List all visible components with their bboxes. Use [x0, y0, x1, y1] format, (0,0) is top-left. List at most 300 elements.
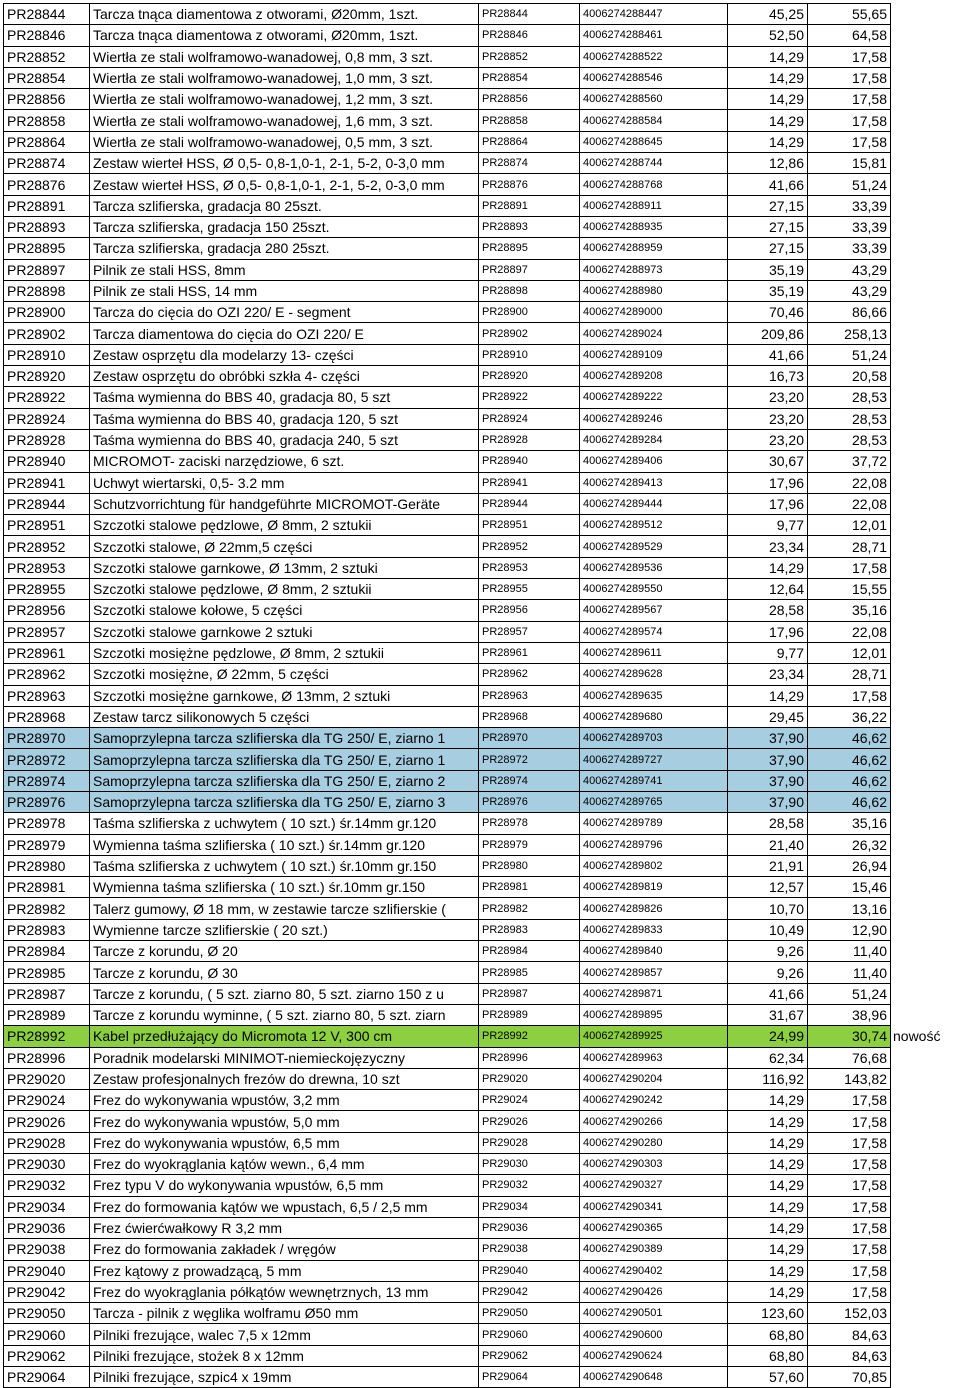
- net-price-cell: 14,29: [728, 1175, 808, 1196]
- product-code-cell: PR28979: [4, 834, 90, 855]
- ean-cell: 4006274289024: [580, 323, 728, 344]
- ean-cell: 4006274289550: [580, 579, 728, 600]
- product-code-cell: PR28864: [4, 131, 90, 152]
- product-code-cell: PR29060: [4, 1324, 90, 1345]
- product-code-ref-cell: PR28922: [479, 387, 580, 408]
- ean-cell: 4006274289000: [580, 302, 728, 323]
- product-code-ref-cell: PR29062: [479, 1345, 580, 1366]
- ean-cell: 4006274290426: [580, 1281, 728, 1302]
- ean-cell: 4006274290280: [580, 1132, 728, 1153]
- net-price-cell: 68,80: [728, 1345, 808, 1366]
- table-row: [4, 1345, 957, 1366]
- product-code-cell: PR28897: [4, 259, 90, 280]
- ean-cell: 4006274290327: [580, 1175, 728, 1196]
- description-cell: Talerz gumowy, Ø 18 mm, w zestawie tarcze szlifierskie (: [90, 898, 479, 919]
- net-price-cell: 14,29: [728, 1154, 808, 1175]
- description-cell: Zestaw wierteł HSS, Ø 0,5- 0,8-1,0-1, 2-1, 5-2, 0-3,0 mm: [90, 174, 479, 195]
- gross-price-cell: 22,08: [808, 493, 891, 514]
- net-price-cell: 23,34: [728, 536, 808, 557]
- net-price-cell: 21,91: [728, 855, 808, 876]
- product-code-cell: PR28944: [4, 493, 90, 514]
- product-code-cell: PR28985: [4, 962, 90, 983]
- description-cell: Frez do wykonywania wpustów, 3,2 mm: [90, 1090, 479, 1111]
- product-code-ref-cell: PR28957: [479, 621, 580, 642]
- gross-price-cell: 17,58: [808, 685, 891, 706]
- gross-price-cell: 30,74: [808, 1026, 891, 1047]
- net-price-cell: 24,99: [728, 1026, 808, 1047]
- product-code-cell: PR28976: [4, 791, 90, 812]
- gross-price-cell: 17,58: [808, 1217, 891, 1238]
- product-code-ref-cell: PR28900: [479, 302, 580, 323]
- product-code-cell: PR28972: [4, 749, 90, 770]
- table-row: [4, 408, 957, 429]
- table-row: [4, 1047, 957, 1068]
- product-code-cell: PR28895: [4, 238, 90, 259]
- net-price-cell: 9,77: [728, 515, 808, 536]
- product-code-ref-cell: PR28972: [479, 749, 580, 770]
- net-price-cell: 116,92: [728, 1068, 808, 1089]
- table-row: [4, 366, 957, 387]
- ean-cell: 4006274288461: [580, 25, 728, 46]
- product-code-ref-cell: PR28898: [479, 280, 580, 301]
- gross-price-cell: 28,53: [808, 387, 891, 408]
- product-code-cell: PR28961: [4, 642, 90, 663]
- table-row: [4, 770, 957, 791]
- description-cell: Tarcza diamentowa do cięcia do OZI 220/ E: [90, 323, 479, 344]
- description-cell: Szczotki mosiężne pędzlowe, Ø 8mm, 2 sztukii: [90, 642, 479, 663]
- gross-price-cell: 55,65: [808, 4, 891, 25]
- table-row: [4, 46, 957, 67]
- gross-price-cell: 17,58: [808, 1132, 891, 1153]
- table-row: [4, 280, 957, 301]
- description-cell: Zestaw tarcz silikonowych 5 części: [90, 706, 479, 727]
- product-code-ref-cell: PR29028: [479, 1132, 580, 1153]
- product-code-ref-cell: PR28953: [479, 557, 580, 578]
- table-row: [4, 941, 957, 962]
- table-row: [4, 579, 957, 600]
- net-price-cell: 28,58: [728, 813, 808, 834]
- net-price-cell: 52,50: [728, 25, 808, 46]
- gross-price-cell: 51,24: [808, 174, 891, 195]
- product-code-ref-cell: PR28874: [479, 153, 580, 174]
- product-code-ref-cell: PR28876: [479, 174, 580, 195]
- gross-price-cell: 12,90: [808, 919, 891, 940]
- product-code-cell: PR29030: [4, 1154, 90, 1175]
- product-code-ref-cell: PR29034: [479, 1196, 580, 1217]
- product-code-cell: PR28876: [4, 174, 90, 195]
- description-cell: Wiertła ze stali wolframowo-wanadowej, 1,6 mm, 3 szt.: [90, 110, 479, 131]
- product-code-ref-cell: PR28996: [479, 1047, 580, 1068]
- ean-cell: 4006274289246: [580, 408, 728, 429]
- ean-cell: 4006274290266: [580, 1111, 728, 1132]
- table-row: [4, 1026, 957, 1047]
- description-cell: Zestaw osprzętu dla modelarzy 13- części: [90, 344, 479, 365]
- description-cell: Taśma wymienna do BBS 40, gradacja 80, 5 szt: [90, 387, 479, 408]
- net-price-cell: 23,20: [728, 429, 808, 450]
- product-code-cell: PR28963: [4, 685, 90, 706]
- product-code-cell: PR29040: [4, 1260, 90, 1281]
- table-row: [4, 25, 957, 46]
- product-code-ref-cell: PR28963: [479, 685, 580, 706]
- description-cell: Schutzvorrichtung für handgeführte MICROMOT-Geräte: [90, 493, 479, 514]
- description-cell: Taśma wymienna do BBS 40, gradacja 120, 5 szt: [90, 408, 479, 429]
- ean-cell: 4006274289574: [580, 621, 728, 642]
- ean-cell: 4006274290402: [580, 1260, 728, 1281]
- product-code-cell: PR28893: [4, 216, 90, 237]
- table-row: [4, 536, 957, 557]
- net-price-cell: 35,19: [728, 259, 808, 280]
- ean-cell: 4006274288546: [580, 67, 728, 88]
- ean-cell: 4006274289529: [580, 536, 728, 557]
- description-cell: Wymienna taśma szlifierska ( 10 szt.) śr.14mm gr.120: [90, 834, 479, 855]
- new-product-note: nowość: [893, 1028, 941, 1045]
- description-cell: Tarcze z korundu wyminne, ( 5 szt. ziarno 80, 5 szt. ziarn: [90, 1004, 479, 1025]
- description-cell: Frez kątowy z prowadzącą, 5 mm: [90, 1260, 479, 1281]
- gross-price-cell: 51,24: [808, 983, 891, 1004]
- net-price-cell: 17,96: [728, 621, 808, 642]
- table-row: [4, 131, 957, 152]
- net-price-cell: 62,34: [728, 1047, 808, 1068]
- table-row: [4, 1004, 957, 1025]
- gross-price-cell: 20,58: [808, 366, 891, 387]
- ean-cell: 4006274289802: [580, 855, 728, 876]
- product-code-cell: PR28955: [4, 579, 90, 600]
- product-code-cell: PR28982: [4, 898, 90, 919]
- ean-cell: 4006274289680: [580, 706, 728, 727]
- product-code-cell: PR29062: [4, 1345, 90, 1366]
- gross-price-cell: 17,58: [808, 1090, 891, 1111]
- net-price-cell: 35,19: [728, 280, 808, 301]
- product-code-cell: PR29038: [4, 1239, 90, 1260]
- ean-cell: 4006274289857: [580, 962, 728, 983]
- description-cell: Wiertła ze stali wolframowo-wanadowej, 0,8 mm, 3 szt.: [90, 46, 479, 67]
- ean-cell: 4006274290501: [580, 1303, 728, 1324]
- table-row: [4, 1239, 957, 1260]
- ean-cell: 4006274290242: [580, 1090, 728, 1111]
- description-cell: Frez do wykonywania wpustów, 6,5 mm: [90, 1132, 479, 1153]
- ean-cell: 4006274289796: [580, 834, 728, 855]
- ean-cell: 4006274289512: [580, 515, 728, 536]
- net-price-cell: 68,80: [728, 1324, 808, 1345]
- product-code-ref-cell: PR28846: [479, 25, 580, 46]
- product-code-cell: PR28980: [4, 855, 90, 876]
- description-cell: Tarcza tnąca diamentowa z otworami, Ø20mm, 1szt.: [90, 4, 479, 25]
- ean-cell: 4006274289819: [580, 877, 728, 898]
- net-price-cell: 27,15: [728, 216, 808, 237]
- product-code-cell: PR29028: [4, 1132, 90, 1153]
- ean-cell: 4006274289208: [580, 366, 728, 387]
- gross-price-cell: 17,58: [808, 1154, 891, 1175]
- product-code-ref-cell: PR29026: [479, 1111, 580, 1132]
- description-cell: Szczotki stalowe, Ø 22mm,5 części: [90, 536, 479, 557]
- product-code-ref-cell: PR28910: [479, 344, 580, 365]
- price-table-body: [4, 4, 957, 1388]
- ean-cell: 4006274289222: [580, 387, 728, 408]
- table-row: [4, 451, 957, 472]
- product-code-cell: PR28910: [4, 344, 90, 365]
- gross-price-cell: 33,39: [808, 195, 891, 216]
- gross-price-cell: 17,58: [808, 1196, 891, 1217]
- net-price-cell: 23,34: [728, 664, 808, 685]
- product-code-cell: PR28920: [4, 366, 90, 387]
- net-price-cell: 31,67: [728, 1004, 808, 1025]
- product-code-cell: PR29020: [4, 1068, 90, 1089]
- product-code-cell: PR28983: [4, 919, 90, 940]
- product-code-ref-cell: PR28983: [479, 919, 580, 940]
- product-code-cell: PR28941: [4, 472, 90, 493]
- product-code-ref-cell: PR28961: [479, 642, 580, 663]
- ean-cell: 4006274288911: [580, 195, 728, 216]
- table-row: [4, 557, 957, 578]
- net-price-cell: 14,29: [728, 1260, 808, 1281]
- gross-price-cell: 70,85: [808, 1367, 891, 1388]
- product-code-ref-cell: PR28902: [479, 323, 580, 344]
- product-code-cell: PR29026: [4, 1111, 90, 1132]
- table-row: [4, 472, 957, 493]
- net-price-cell: 9,26: [728, 962, 808, 983]
- ean-cell: 4006274289833: [580, 919, 728, 940]
- product-code-cell: PR28854: [4, 67, 90, 88]
- net-price-cell: 41,66: [728, 174, 808, 195]
- net-price-cell: 37,90: [728, 770, 808, 791]
- table-row: [4, 706, 957, 727]
- ean-cell: 4006274288768: [580, 174, 728, 195]
- product-code-ref-cell: PR28984: [479, 941, 580, 962]
- gross-price-cell: 26,94: [808, 855, 891, 876]
- description-cell: Samoprzylepna tarcza szlifierska dla TG 250/ E, ziarno 1: [90, 749, 479, 770]
- ean-cell: 4006274290303: [580, 1154, 728, 1175]
- table-row: [4, 983, 957, 1004]
- net-price-cell: 14,29: [728, 557, 808, 578]
- product-code-cell: PR28968: [4, 706, 90, 727]
- table-row: [4, 259, 957, 280]
- table-row: [4, 387, 957, 408]
- table-row: [4, 728, 957, 749]
- gross-price-cell: 17,58: [808, 46, 891, 67]
- gross-price-cell: 51,24: [808, 344, 891, 365]
- product-code-ref-cell: PR28920: [479, 366, 580, 387]
- table-row: [4, 153, 957, 174]
- product-code-cell: PR28940: [4, 451, 90, 472]
- product-code-ref-cell: PR28864: [479, 131, 580, 152]
- ean-cell: 4006274290365: [580, 1217, 728, 1238]
- description-cell: Tarcza tnąca diamentowa z otworami, Ø20mm, 1szt.: [90, 25, 479, 46]
- table-row: [4, 493, 957, 514]
- gross-price-cell: 15,81: [808, 153, 891, 174]
- gross-price-cell: 33,39: [808, 238, 891, 259]
- table-row: [4, 110, 957, 131]
- gross-price-cell: 258,13: [808, 323, 891, 344]
- net-price-cell: 23,20: [728, 387, 808, 408]
- ean-cell: 4006274288447: [580, 4, 728, 25]
- gross-price-cell: 36,22: [808, 706, 891, 727]
- table-row: [4, 216, 957, 237]
- net-price-cell: 209,86: [728, 323, 808, 344]
- product-code-cell: PR28970: [4, 728, 90, 749]
- net-price-cell: 28,58: [728, 600, 808, 621]
- ean-cell: 4006274289635: [580, 685, 728, 706]
- product-code-cell: PR28852: [4, 46, 90, 67]
- product-code-cell: PR28856: [4, 89, 90, 110]
- table-row: [4, 600, 957, 621]
- product-code-cell: PR28957: [4, 621, 90, 642]
- product-code-ref-cell: PR28897: [479, 259, 580, 280]
- gross-price-cell: 143,82: [808, 1068, 891, 1089]
- ean-cell: 4006274289628: [580, 664, 728, 685]
- table-row: [4, 642, 957, 663]
- table-row: [4, 195, 957, 216]
- table-row: [4, 791, 957, 812]
- net-price-cell: 14,29: [728, 1281, 808, 1302]
- gross-price-cell: 15,46: [808, 877, 891, 898]
- ean-cell: 4006274289444: [580, 493, 728, 514]
- product-code-cell: PR29042: [4, 1281, 90, 1302]
- description-cell: Wiertła ze stali wolframowo-wanadowej, 0,5 mm, 3 szt.: [90, 131, 479, 152]
- product-code-ref-cell: PR29064: [479, 1367, 580, 1388]
- table-row: [4, 1196, 957, 1217]
- ean-cell: 4006274289727: [580, 749, 728, 770]
- ean-cell: 4006274289567: [580, 600, 728, 621]
- table-row: [4, 962, 957, 983]
- description-cell: Poradnik modelarski MINIMOT-niemieckojęzyczny: [90, 1047, 479, 1068]
- product-code-ref-cell: PR28928: [479, 429, 580, 450]
- ean-cell: 4006274288584: [580, 110, 728, 131]
- gross-price-cell: 17,58: [808, 1281, 891, 1302]
- product-code-ref-cell: PR28980: [479, 855, 580, 876]
- net-price-cell: 14,29: [728, 1239, 808, 1260]
- product-code-ref-cell: PR29050: [479, 1303, 580, 1324]
- table-row: [4, 685, 957, 706]
- ean-cell: 4006274289741: [580, 770, 728, 791]
- product-code-ref-cell: PR28974: [479, 770, 580, 791]
- net-price-cell: 16,73: [728, 366, 808, 387]
- product-code-ref-cell: PR28891: [479, 195, 580, 216]
- description-cell: Wiertła ze stali wolframowo-wanadowej, 1,0 mm, 3 szt.: [90, 67, 479, 88]
- table-row: [4, 919, 957, 940]
- ean-cell: 4006274288980: [580, 280, 728, 301]
- product-code-ref-cell: PR28981: [479, 877, 580, 898]
- ean-cell: 4006274290600: [580, 1324, 728, 1345]
- product-code-cell: PR28874: [4, 153, 90, 174]
- net-price-cell: 21,40: [728, 834, 808, 855]
- description-cell: Samoprzylepna tarcza szlifierska dla TG 250/ E, ziarno 3: [90, 791, 479, 812]
- description-cell: Kabel przedłużający do Micromota 12 V, 300 cm: [90, 1026, 479, 1047]
- product-code-cell: PR28898: [4, 280, 90, 301]
- product-code-cell: PR28951: [4, 515, 90, 536]
- net-price-cell: 37,90: [728, 791, 808, 812]
- description-cell: MICROMOT- zaciski narzędziowe, 6 szt.: [90, 451, 479, 472]
- price-table: [3, 3, 957, 1388]
- table-row: [4, 664, 957, 685]
- product-code-ref-cell: PR28976: [479, 791, 580, 812]
- ean-cell: 4006274290648: [580, 1367, 728, 1388]
- table-row: [4, 1175, 957, 1196]
- ean-cell: 4006274289406: [580, 451, 728, 472]
- description-cell: Szczotki stalowe pędzlowe, Ø 8mm, 2 sztukii: [90, 579, 479, 600]
- product-code-cell: PR28953: [4, 557, 90, 578]
- gross-price-cell: 28,53: [808, 408, 891, 429]
- table-row: [4, 1303, 957, 1324]
- product-code-ref-cell: PR28858: [479, 110, 580, 131]
- product-code-ref-cell: PR28944: [479, 493, 580, 514]
- product-code-ref-cell: PR28968: [479, 706, 580, 727]
- description-cell: Tarcza szlifierska, gradacja 80 25szt.: [90, 195, 479, 216]
- ean-cell: 4006274289611: [580, 642, 728, 663]
- table-row: [4, 323, 957, 344]
- table-row: [4, 1367, 957, 1388]
- product-code-cell: PR28974: [4, 770, 90, 791]
- table-row: [4, 1132, 957, 1153]
- description-cell: Frez ćwierćwałkowy R 3,2 mm: [90, 1217, 479, 1238]
- description-cell: Szczotki stalowe garnkowe 2 sztuki: [90, 621, 479, 642]
- table-row: [4, 515, 957, 536]
- product-code-cell: PR29034: [4, 1196, 90, 1217]
- ean-cell: 4006274289765: [580, 791, 728, 812]
- product-code-ref-cell: PR28852: [479, 46, 580, 67]
- gross-price-cell: 17,58: [808, 1175, 891, 1196]
- table-row: [4, 1324, 957, 1345]
- table-row: [4, 621, 957, 642]
- product-code-ref-cell: PR28844: [479, 4, 580, 25]
- product-code-cell: PR28996: [4, 1047, 90, 1068]
- table-row: [4, 1217, 957, 1238]
- gross-price-cell: 11,40: [808, 962, 891, 983]
- gross-price-cell: 17,58: [808, 1111, 891, 1132]
- gross-price-cell: 64,58: [808, 25, 891, 46]
- description-cell: Tarcze z korundu, Ø 30: [90, 962, 479, 983]
- net-price-cell: 10,49: [728, 919, 808, 940]
- description-cell: Frez do wyokrąglania półkątów wewnętrznych, 13 mm: [90, 1281, 479, 1302]
- ean-cell: 4006274288744: [580, 153, 728, 174]
- product-code-ref-cell: PR28979: [479, 834, 580, 855]
- ean-cell: 4006274289789: [580, 813, 728, 834]
- ean-cell: 4006274290341: [580, 1196, 728, 1217]
- product-code-ref-cell: PR28951: [479, 515, 580, 536]
- net-price-cell: 12,86: [728, 153, 808, 174]
- gross-price-cell: 76,68: [808, 1047, 891, 1068]
- gross-price-cell: 17,58: [808, 131, 891, 152]
- product-code-ref-cell: PR29024: [479, 1090, 580, 1111]
- net-price-cell: 41,66: [728, 983, 808, 1004]
- table-row: [4, 89, 957, 110]
- product-code-ref-cell: PR29042: [479, 1281, 580, 1302]
- product-code-cell: PR28962: [4, 664, 90, 685]
- gross-price-cell: 17,58: [808, 1260, 891, 1281]
- ean-cell: 4006274289840: [580, 941, 728, 962]
- description-cell: Tarcza szlifierska, gradacja 150 25szt.: [90, 216, 479, 237]
- ean-cell: 4006274288973: [580, 259, 728, 280]
- product-code-cell: PR28858: [4, 110, 90, 131]
- description-cell: Frez do wyokrąglania kątów wewn., 6,4 mm: [90, 1154, 479, 1175]
- description-cell: Tarcze z korundu, ( 5 szt. ziarno 80, 5 szt. ziarno 150 z u: [90, 983, 479, 1004]
- net-price-cell: 14,29: [728, 67, 808, 88]
- product-code-ref-cell: PR28956: [479, 600, 580, 621]
- net-price-cell: 12,57: [728, 877, 808, 898]
- product-code-ref-cell: PR28955: [479, 579, 580, 600]
- ean-cell: 4006274288935: [580, 216, 728, 237]
- net-price-cell: 14,29: [728, 46, 808, 67]
- gross-price-cell: 17,58: [808, 1239, 891, 1260]
- description-cell: Szczotki stalowe garnkowe, Ø 13mm, 2 sztuki: [90, 557, 479, 578]
- net-price-cell: 14,29: [728, 110, 808, 131]
- net-price-cell: 14,29: [728, 131, 808, 152]
- product-code-cell: PR28956: [4, 600, 90, 621]
- product-code-cell: PR29024: [4, 1090, 90, 1111]
- net-price-cell: 14,29: [728, 1090, 808, 1111]
- description-cell: Samoprzylepna tarcza szlifierska dla TG 250/ E, ziarno 2: [90, 770, 479, 791]
- product-code-ref-cell: PR28987: [479, 983, 580, 1004]
- product-code-cell: PR29032: [4, 1175, 90, 1196]
